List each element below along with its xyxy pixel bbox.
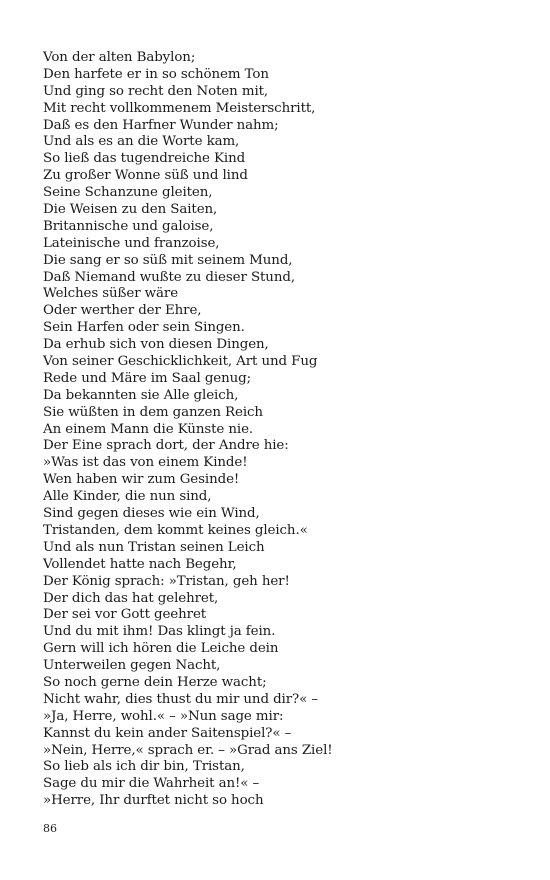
poem-line: Sind gegen dieses wie ein Wind, (43, 506, 260, 522)
poem-line: Unterweilen gegen Nacht, (43, 658, 221, 674)
poem-line: Da bekannten sie Alle gleich, (43, 387, 239, 403)
poem-line: Mit recht vollkommenem Meisterschritt, (43, 100, 316, 116)
poem-line: Der dich das hat gelehret, (43, 590, 219, 606)
poem-line: Wen haben wir zum Gesinde! (43, 472, 240, 488)
poem-line: Daß Niemand wußte zu dieser Stund, (43, 269, 295, 285)
poem-line: Und als es an die Worte kam, (43, 134, 240, 150)
poem-line: Der Eine sprach dort, der Andre hie: (43, 438, 289, 454)
poem-line: Britannische und galoise, (43, 218, 214, 234)
poem-line: Die sang er so süß mit seinem Mund, (43, 252, 293, 268)
poem-line: Sage du mir die Wahrheit an!« – (43, 776, 260, 792)
poem-line: Da erhub sich von diesen Dingen, (43, 337, 269, 353)
poem-line: Gern will ich hören die Leiche dein (43, 641, 279, 657)
poem-line: So noch gerne dein Herze wacht; (43, 674, 267, 690)
poem-line: Rede und Märe im Saal genug; (43, 370, 252, 386)
poem-line: Oder werther der Ehre, (43, 303, 202, 319)
poem-line: »Herre, Ihr durftet nicht so hoch (43, 793, 264, 809)
poem-line: Seine Schanzune gleiten, (43, 185, 213, 201)
poem-line: Tristanden, dem kommt keines gleich.« (43, 522, 308, 538)
poem-line: Welches süßer wäre (43, 286, 179, 302)
poem-line: Sie wüßten in dem ganzen Reich (43, 404, 263, 420)
poem-line: Den harfete er in so schönem Ton (43, 66, 269, 82)
poem-line: Von seiner Geschicklichkeit, Art und Fug (43, 354, 318, 370)
poem-line: Kannst du kein ander Saitenspiel?« – (43, 725, 292, 741)
poem-line: »Was ist das von einem Kinde! (43, 455, 248, 471)
poem-line: So lieb als ich dir bin, Tristan, (43, 759, 245, 775)
poem-line: Und du mit ihm! Das klingt ja fein. (43, 624, 276, 640)
poem-line: Alle Kinder, die nun sind, (43, 489, 212, 505)
poem-line: Vollendet hatte nach Begehr, (43, 556, 237, 572)
poem-line: Lateinische und franzoise, (43, 235, 220, 251)
poem-line: Der König sprach: »Tristan, geh her! (43, 573, 290, 589)
poem-line: Und als nun Tristan seinen Leich (43, 539, 265, 555)
poem-line: Die Weisen zu den Saiten, (43, 202, 218, 218)
poem-line: So ließ das tugendreiche Kind (43, 151, 246, 167)
poem-text (43, 50, 533, 810)
poem-line: An einem Mann die Künste nie. (43, 421, 254, 437)
poem-line: Sein Harfen oder sein Singen. (43, 320, 245, 336)
poem-line: Von der alten Babylon; (43, 50, 196, 65)
poem-line: Nicht wahr, dies thust du mir und dir?« – (43, 691, 318, 707)
poem-line: Der sei vor Gott geehret (43, 607, 207, 623)
poem-line: »Ja, Herre, wohl.« – »Nun sage mir: (43, 708, 284, 724)
poem-line: Und ging so recht den Noten mit, (43, 83, 269, 99)
poem-line: Daß es den Harfner Wunder nahm; (43, 117, 279, 133)
poem-line: »Nein, Herre,« sprach er. – »Grad ans Ziel! (43, 742, 333, 758)
page-number: 86 (43, 822, 57, 835)
poem-line: Zu großer Wonne süß und lind (43, 168, 248, 184)
